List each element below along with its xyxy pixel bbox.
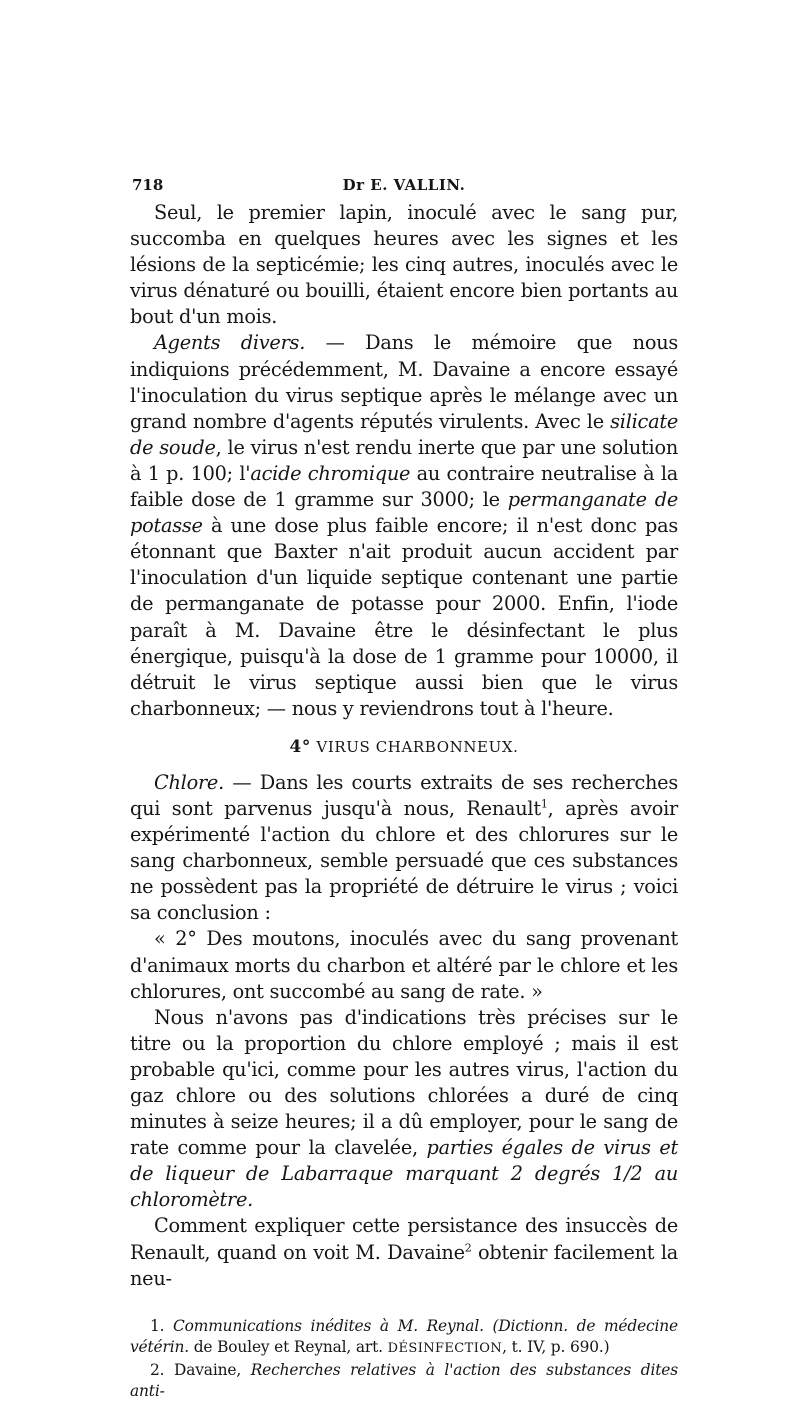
paragraph-agents-divers: Agents divers. — Dans le mémoire que nous indiquions précédemment, M. Davaine a encore essayé l'inoculation du virus septique après le mélange avec un grand nombre d'agents réputés virulents. Avec le silicate de soude, le virus n'est rendu inerte que par une solution à 1 p. 100; l'acide chromique au contraire neutralise à la faible dose de 1 gramme sur 3000; le permanganate de potasse à une dose plus faible encore; il n'est donc pas étonnant que Baxter n'ait produit aucun accident par l'inoculation d'un liquide septique contenant une partie de permanganate de potasse pour 2000. Enfin, l'iode paraît à M. Davaine être le désinfectant le plus énergique, puisqu'à la dose de 1 gramme pour 10000, il détruit le virus septique aussi bien que le virus charbonneux; — nous y reviendrons tout à l'heure. (130, 331, 679, 720)
footnote-1: 1. Communications inédites à M. Reynal. (Dictionn. de médecine vétérin. de Bouley et Reynal, art. DÉSINFECTION, t. IV, p. 690.) (130, 1316, 678, 1357)
section-title: VIRUS CHARBONNEUX. (316, 737, 519, 756)
book-page (130, 170, 678, 1403)
section-number: 4° (289, 736, 312, 757)
footnote-2: 2. Davaine, Recherches relatives à l'action des substances dites anti- (130, 1360, 678, 1401)
body-text (130, 200, 678, 1292)
paragraph-lead: Agents divers. (154, 331, 306, 355)
section-heading (130, 736, 678, 758)
paragraph-indications: Nous n'avons pas d'indications très précises sur le titre ou la proportion du chlore employé ; mais il est probable qu'ici, comme pour les autres virus, l'action du gaz chlore ou des solutions chlorées a duré de cinq minutes à seize heures; il a dû employer, pour le sang de rate comme pour la clavelée, parties égales de virus et de liqueur de Labarraque marquant 2 degrés 1/2 au chloromètre. (130, 1005, 679, 1212)
page-number: 718 (132, 176, 164, 194)
footnotes (130, 1316, 678, 1403)
paragraph-lead: Chlore. (154, 770, 224, 794)
footnote-ref-1[interactable]: 1 (540, 797, 548, 811)
paragraph-1: Seul, le premier lapin, inoculé avec le sang pur, succomba en quelques heures avec les signes et les lésions de la septicémie; les cinq autres, inoculés avec le virus dénaturé ou bouilli, étaient encore bien portants au bout d'un mois. (130, 201, 678, 329)
paragraph-chlore: Chlore. — Dans les courts extraits de ses recherches qui sont parvenus jusqu'à nous, Renault$^1$, après avoir expérimenté l'action du chlore et des chlorures sur le sang charbonneux, semble persuadé que ces substances ne possèdent pas la propriété de détruire le virus ; voici sa conclusion : (130, 770, 678, 925)
quotation: « 2° Des moutons, inoculés avec du sang provenant d'animaux morts du charbon et altéré par le chlore et les chlorures, ont succombé au sang de rate. » (130, 927, 678, 1003)
running-head (130, 170, 678, 200)
footnote-ref-2[interactable]: 2 (464, 1241, 472, 1255)
running-title: Dr E. VALLIN. (342, 176, 466, 194)
paragraph-comment: Comment expliquer cette persistance des insuccès de Renault, quand on voit M. Davaine$^2$ obtenir facilement la neu- (130, 1214, 678, 1290)
